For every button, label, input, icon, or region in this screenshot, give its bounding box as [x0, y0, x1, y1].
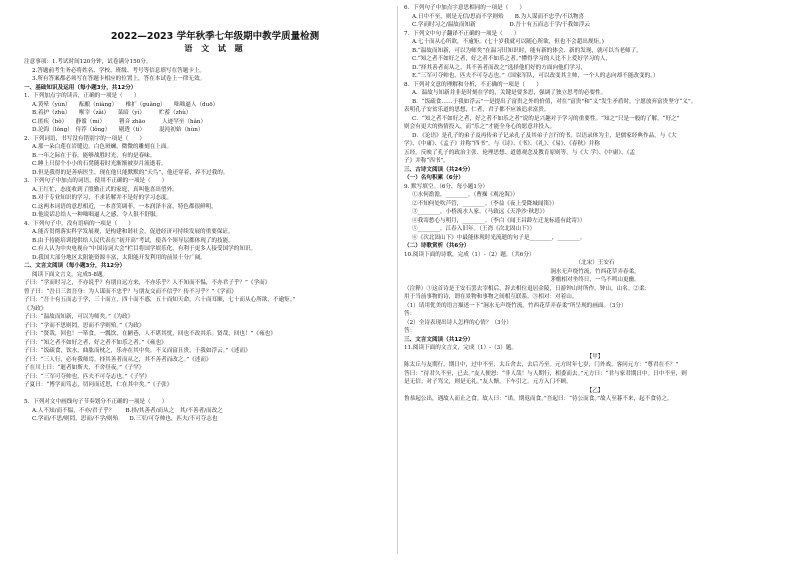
left-line: C.睡上只留个小小的石凳随着时光渐渐被岁月流逝着。: [32, 161, 167, 167]
left-line: 2．下列词语，书写没有错别字的一项是（ ）: [24, 135, 146, 142]
left-line: 3．下列句子中加点的词语，使用不正确的一项是（ ）: [24, 178, 168, 184]
right-line: 五经。反映了孔子的政治主张、伦理思想、道德观念及教育原则等。与《大 学》、《中庸》、《孟: [404, 149, 636, 156]
right-line: 涧水无声绕竹流，竹西花草弄春柔。: [550, 268, 640, 275]
left-line: 子曰：“知之者不如好之者，好之者不如乐之者。”《雍也》: [24, 339, 167, 346]
right-line: 子》并称“四书”。: [404, 158, 449, 164]
right-line: 表明孔子安贫乐道的思想，仁者，君子都不应该追求富贵。: [404, 107, 550, 113]
left-line: 2.答题前考生务必将姓名、学校、班级、考号等信息填写在答题卡上。: [32, 67, 206, 74]
left-line: 注意事项：1.考试时间120分钟，试卷满分150分。: [24, 59, 152, 65]
left-line: 子夏曰：“博学而笃志，切问而近思，仁在其中矣。”《子张》: [24, 382, 173, 388]
right-line: （北宋）王安石: [575, 260, 615, 266]
left-line: 子曰：“吾十有五而志于学，三十而立，四十而不惑，五十而知天命，六十而耳顺，七十而从心所欲，不逾矩。”: [24, 297, 296, 303]
page-title: 2022—2023 学年秋季七年级期中教学质量检测: [110, 31, 320, 42]
right-line: 则会有更大的热情投入，而“乐之”才能全身心的愿意并投入。: [404, 124, 556, 130]
left-column-body: [24, 58, 406, 424]
left-line: 子曰：“温故而知新，可以为师矣。”《为政》: [24, 314, 134, 320]
right-line: A.日中不至，则是无信/思而不学则殆 B.为人谋而不忠乎/不以物喜: [412, 13, 585, 20]
right-line: 鲁恭起公出，遇故人而止之食。故人曰：“诺，期返而食。”吾起曰：“待公而食。”故人至暮不来，起不食待之。: [404, 396, 673, 402]
column-divider: [397, 6, 398, 554]
left-line: 曾子曰：“吾日三省吾身：为人谋而不忠乎？与朋友交而不信乎？传不习乎？”《学而》: [24, 288, 237, 295]
left-line: 5．下列对文中画线句子节奏划分不正确的一项是（ ）: [24, 399, 168, 405]
left-line: A.能否贯彻落实科学发展观，是构建和谐社会，促进经济可持续发展的重要保证。: [32, 229, 234, 235]
right-line: 用于当前事物的诗，谓在景物和事物之间相互联系。③相对：对着山。: [404, 294, 578, 300]
left-line: A.那一朵白莲在岩缝边，白色斑斓，微微的雕刻在上面。: [32, 144, 173, 150]
right-line: 三、古诗文阅读（共24分）: [404, 166, 474, 173]
left-line: 子曰：“饭疏食，饮水，曲肱而枕之，乐亦在其中矣。不义而富且贵，于我如浮云。”《述而》: [24, 348, 251, 354]
right-line: A.七十而从心所欲，不逾矩。(七十岁我就可以随心所欲，但也不会超出规矩。): [412, 39, 604, 45]
right-line: ⑤________，江春入旧年。（王湾《次北固山下》）: [412, 226, 536, 232]
left-line: 1．下列加点字的读音，正确的一项是（ ）: [24, 93, 140, 99]
right-line: 答：: [404, 311, 416, 317]
right-line: 11.阅读下面的文言文，完成（1）-（3）题。: [404, 345, 517, 351]
left-line: 二、文言文阅读（每小题3分，共12分）: [24, 263, 126, 269]
left-line: 阅读下面文言文，完成5-8题。: [32, 271, 109, 278]
right-line: 陈太丘与友期行，期日中，过中不至，太丘舍去，去后乃至。元方时年七岁，门外戏。客问元方：“尊君在不？”: [404, 362, 679, 368]
right-line: D.“择其善者而从之，其不善者而改之”选择他们好的方面向他们学习，: [412, 64, 587, 71]
left-line: [24, 390, 406, 399]
right-line: ②不知何处吹芦管，________。（李益《夜上受降城闻笛》）: [412, 200, 558, 207]
left-line: 子曰：“学而不思则罔，思而不学则殆。”《为政》: [24, 322, 145, 329]
right-line: （2）全诗表现出诗人怎样的心情？（3分）: [404, 319, 512, 326]
right-line: 学》、《中庸》、《孟子》并称“四书”。与《诗》、《书》、《礼》、《易》、《春秋》并称: [404, 141, 600, 147]
right-line: （一）名句积累（6分）: [404, 175, 464, 181]
right-line: 【甲】: [586, 353, 604, 360]
right-line: ⑥《次北固山下》中最能体现时光流逝的句子是________，________。: [412, 234, 586, 241]
left-line: 子曰：“三人行，必有我师焉。择其善者而从之，其不善者而改之。”《述而》: [24, 356, 212, 363]
left-line: A.人不知/而不愠，不亦/君子乎？ B.择/其善者/而从之 其/不善者/而改之: [32, 407, 223, 414]
left-line: C.学而/不思/则罔，思而/不学/则殆 D.三军/可夺帅也，匹夫/不可夺志也: [32, 416, 218, 422]
right-line: B．“饭疏食……于我如浮云”一是提出了富贵之外的价值，对在“富贵”和“义”发生矛盾时，宁愿放弃富贵坚守“义”。: [412, 98, 697, 105]
right-line: B.“温故而知新，可以为师矣”在温习旧知识时，能有新的体会、新的发现，就可以当老师了。: [412, 47, 642, 54]
left-line: B.对于专业知识的学习，不求甚解并不是好的学习态度。: [32, 195, 173, 201]
left-line: A.王红忙，态度收到了殷勤正式的家庭，真叫他喜出望外。: [32, 186, 178, 193]
right-line: 8．下列对文意的理解和分析，不正确的一项是（ ）: [404, 81, 542, 88]
right-line: E.“三军可夺帅也，匹夫不可夺志也。”（国家军队，可以改变其主帅，一个人的志向却不能改变的。）: [412, 73, 659, 79]
left-line: A.黄晕（yùn） 酝酿（niàng） 椎扩（guǎng） 咄咄逼人（duō）: [32, 101, 219, 108]
left-column: [24, 4, 406, 424]
right-line: C．“知之者不如好之者，好之者不如乐之者”说的是兴趣对于学习的重要性。“知之”只是一般的了解，“好之”: [412, 115, 680, 122]
right-line: D．《论语》是孔子的弟子及再传弟子记录孔子及其弟子言行的书，以语录体为主，是儒家经典作品。与《大: [412, 132, 677, 139]
right-line: ①水何澹澹，________。（曹操《观沧海》）: [412, 192, 519, 198]
left-line: D.沦海（lǒng） 侍荐（lǒng） 剔透（tì） 混沌初始（hùn）: [32, 127, 204, 133]
right-line: 【乙】: [586, 387, 604, 394]
left-line: 3.所有答案都必须写在答题卡相应的位置上，答在本试卷上一律无效。: [32, 76, 206, 82]
left-line: 《为政》: [24, 305, 47, 312]
right-line: 6．下列句子中加点字意思相同的一项是（ ）: [404, 5, 526, 11]
left-line: 子曰：“贤哉，回也！一箪食，一瓢饮，在陋巷，人不堪其忧，回也不改其乐。贤哉，回也！”《雍也》: [24, 331, 276, 337]
right-line: ③________，小桥流水人家。（马致远《天净沙·秋思》）: [412, 209, 549, 215]
left-line: 一、基础知识及运用（每小题3分，共12分）: [24, 84, 137, 91]
right-line: 7．下列文中句子翻译不正确的一项是（ ）: [404, 30, 520, 37]
right-line: 三、文言文阅读（共12分）: [404, 336, 474, 343]
left-line: 子在川上曰：“逝者如斯夫，不舍昼夜。”《子罕》: [24, 365, 145, 371]
left-line: B.一年之际在于春，能够战胜时光，有的是春味。: [32, 152, 156, 159]
left-line: C.有人认为中央电视台“中国诗词大会”栏目将国学娱乐化，有利于更多人接受国学的知识。: [32, 246, 257, 252]
right-line: C.学而时习之/温故而知新 D.吾十有五而志于学/于我如浮云: [412, 22, 590, 28]
right-line: （1）请用优美的语言描述一下“涧水无声绕竹流，竹西花草弄春柔”所呈现的画面。（3分）: [404, 302, 627, 309]
right-line: （二）诗歌赏析（共6分）: [404, 243, 470, 249]
left-line: 子曰：“三军可夺帅也，匹夫不可夺志也。”《子罕》: [24, 373, 150, 380]
left-line: B.由于持能培训提供给人民代表在“初开高”考试，使各个领导层都体现了的技能。: [32, 237, 234, 244]
left-line: D.我国大部分地区太阳能资源丰富，太阳能开发利用的前景十分广阔。: [32, 254, 206, 261]
left-line: 4．下列句子中，没有语病的一项是（ ）: [24, 220, 134, 227]
left-line: B.着护（zhù） 喉宰（zǎi） 菜暗（yì） 贮蓄（zhù）: [32, 110, 192, 116]
right-line: 10.阅读下面的诗歌，完成（1）-（2）题。（共6分）: [404, 251, 535, 258]
right-line: ④我寄愁心与明月，________。（李白《闻王昌龄左迁龙标遥有此寄》）: [412, 217, 586, 224]
left-line: C.匿疾（bǒ） 静谧（mì） 瞽音 zhāo 人迹罕至（hǎn）: [32, 118, 207, 125]
right-column-body: [404, 4, 786, 404]
right-line: A．温故与知新并非是时刻在学的，关键是要多思，强调了独立思考的必要性。: [412, 90, 607, 96]
right-line: C.“知之者不如好之者，好之者不如乐之者。”懂得学习的人比不上爱好学习的人，: [412, 56, 611, 62]
left-line: C.这两本词语的意思相近，一本喜笑调菲，一本润泽丰富，特色都很鲜明。: [32, 203, 217, 210]
right-line: 9. 默写填空。（6分，每小题1分）: [404, 183, 489, 190]
right-line: 答曰：“待君久不至，已去。”友人便怒：“非人哉！与人期行，相委而去。”元方曰：“君与家君期日中。日中不至，则: [404, 370, 687, 377]
right-line: 是无信；对子骂父，则是无礼。”友人惭，下车引之。元方入门不顾。: [404, 379, 572, 385]
page-subtitle: 语 文 试 题: [184, 44, 246, 53]
left-line: 子曰：“学而时习之，不亦说乎？有朋自远方来，不亦乐乎？人不知而不愠，不亦君子乎？”《学而》: [24, 280, 271, 286]
right-line: 茅檐相对坐终日，一鸟不鸣山更幽。: [550, 277, 640, 283]
left-line: D.但是我得的是善病医生，现在他只能默默的“天鸟”，他还穿着，养不过我的。: [32, 169, 229, 176]
right-column: [404, 4, 786, 404]
left-line: D.他说话总给人一种咄咄逼人之感，令人很不舒服。: [32, 212, 162, 218]
right-line: 答：: [404, 328, 416, 334]
right-line: （注释）①这首诗是王安石罢去宰相后，辞去相位退居金陵，日游钟山时所作。钟山，山名。②柔：: [404, 285, 651, 292]
